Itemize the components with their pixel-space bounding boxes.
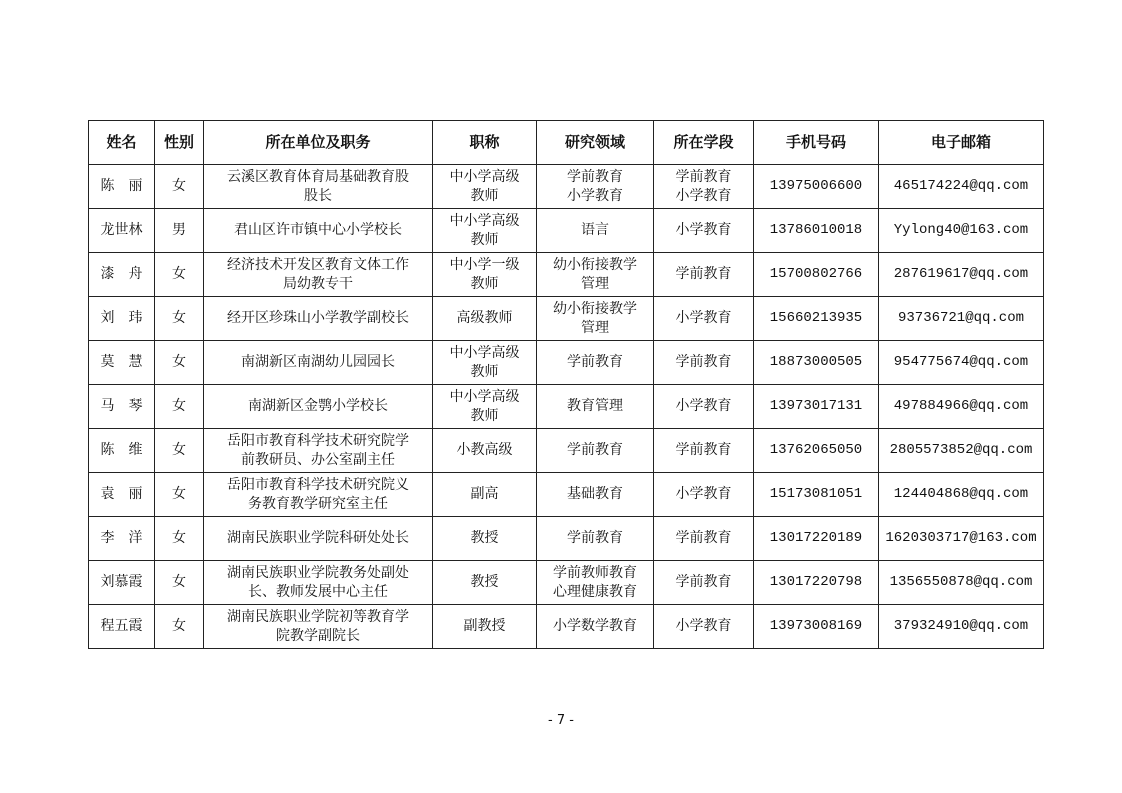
unit-position-cell-line: 务教育教学研究室主任 bbox=[248, 495, 388, 512]
professional-title-cell-line: 中小学一级 bbox=[449, 256, 520, 273]
professional-title-cell bbox=[433, 165, 537, 209]
name-cell: 马 琴 bbox=[89, 385, 155, 429]
school-stage-cell-line: 学前教育 bbox=[675, 442, 732, 458]
professional-title-cell bbox=[433, 297, 537, 341]
gender-cell: 女 bbox=[155, 165, 204, 209]
professional-title-cell-line: 副高 bbox=[470, 486, 499, 502]
table-row bbox=[89, 341, 1044, 385]
research-field-cell bbox=[537, 209, 654, 253]
professional-title-cell-line: 中小学高级 bbox=[449, 388, 520, 405]
unit-position-cell-line: 经开区珍珠山小学教学副校长 bbox=[227, 310, 409, 326]
phone-cell: 13973017131 bbox=[754, 385, 879, 429]
professional-title-cell bbox=[433, 517, 537, 561]
email-cell: 2805573852@qq.com bbox=[879, 429, 1044, 473]
unit-position-cell bbox=[204, 473, 433, 517]
research-field-cell bbox=[537, 341, 654, 385]
school-stage-cell bbox=[654, 253, 754, 297]
research-field-cell-line: 学前教育 bbox=[567, 168, 623, 185]
phone-cell: 15700802766 bbox=[754, 253, 879, 297]
research-field-cell-line: 幼小衔接教学 bbox=[553, 256, 637, 273]
unit-position-cell-line: 岳阳市教育科学技术研究院义 bbox=[227, 476, 409, 493]
school-stage-cell-line: 小学教育 bbox=[675, 486, 732, 502]
professional-title-cell bbox=[433, 429, 537, 473]
school-stage-cell-line: 学前教育 bbox=[675, 530, 732, 546]
phone-cell: 13017220798 bbox=[754, 561, 879, 605]
professional-title-cell-line: 教师 bbox=[470, 407, 499, 424]
research-field-cell bbox=[537, 385, 654, 429]
school-stage-cell-line: 学前教育 bbox=[675, 354, 732, 370]
unit-position-cell bbox=[204, 385, 433, 429]
email-cell: 1356550878@qq.com bbox=[879, 561, 1044, 605]
unit-position-cell-line: 院教学副院长 bbox=[276, 627, 360, 644]
research-field-cell bbox=[537, 297, 654, 341]
unit-position-cell-line: 南湖新区金鹗小学校长 bbox=[248, 398, 388, 414]
research-field-cell bbox=[537, 429, 654, 473]
unit-position-cell-line: 南湖新区南湖幼儿园园长 bbox=[241, 354, 395, 370]
school-stage-cell bbox=[654, 561, 754, 605]
research-field-cell-line: 小学数学教育 bbox=[553, 618, 637, 634]
unit-position-cell-line: 湖南民族职业学院初等教育学 bbox=[227, 608, 409, 625]
name-cell: 龙世林 bbox=[89, 209, 155, 253]
email-cell: 287619617@qq.com bbox=[879, 253, 1044, 297]
research-field-cell-line: 学前教育 bbox=[567, 530, 623, 546]
phone-cell: 13762065050 bbox=[754, 429, 879, 473]
school-stage-cell-line: 学前教育 bbox=[675, 266, 732, 282]
unit-position-cell bbox=[204, 429, 433, 473]
unit-position-cell bbox=[204, 605, 433, 649]
header-email: 电子邮箱 bbox=[879, 121, 1044, 165]
unit-position-cell-line: 湖南民族职业学院科研处处长 bbox=[227, 530, 409, 546]
table-row bbox=[89, 209, 1044, 253]
research-field-cell bbox=[537, 165, 654, 209]
research-field-cell-line: 小学教育 bbox=[567, 187, 623, 204]
unit-position-cell-line: 湖南民族职业学院教务处副处 bbox=[227, 564, 409, 581]
unit-position-cell bbox=[204, 209, 433, 253]
unit-position-cell bbox=[204, 297, 433, 341]
school-stage-cell bbox=[654, 341, 754, 385]
professional-title-cell-line: 教师 bbox=[470, 363, 499, 380]
header-school-stage: 所在学段 bbox=[654, 121, 754, 165]
research-field-cell-line: 基础教育 bbox=[567, 486, 623, 502]
professional-title-cell-line: 中小学高级 bbox=[449, 212, 520, 229]
school-stage-cell bbox=[654, 385, 754, 429]
school-stage-cell-line: 小学教育 bbox=[675, 398, 732, 414]
school-stage-cell bbox=[654, 605, 754, 649]
school-stage-cell bbox=[654, 473, 754, 517]
header-research-field: 研究领域 bbox=[537, 121, 654, 165]
gender-cell: 女 bbox=[155, 473, 204, 517]
school-stage-cell-line: 学前教育 bbox=[675, 168, 732, 185]
research-field-cell-line: 管理 bbox=[581, 319, 609, 336]
name-cell: 程五霞 bbox=[89, 605, 155, 649]
research-field-cell-line: 学前教育 bbox=[567, 442, 623, 458]
professional-title-cell bbox=[433, 473, 537, 517]
name-cell: 陈 维 bbox=[89, 429, 155, 473]
page-number: - 7 - bbox=[548, 713, 574, 728]
research-field-cell-line: 心理健康教育 bbox=[553, 583, 637, 600]
unit-position-cell bbox=[204, 517, 433, 561]
table-row bbox=[89, 297, 1044, 341]
school-stage-cell bbox=[654, 517, 754, 561]
table-row bbox=[89, 517, 1044, 561]
name-cell: 袁 丽 bbox=[89, 473, 155, 517]
table-row bbox=[89, 473, 1044, 517]
gender-cell: 女 bbox=[155, 429, 204, 473]
research-field-cell bbox=[537, 517, 654, 561]
table-body bbox=[89, 165, 1044, 649]
gender-cell: 女 bbox=[155, 341, 204, 385]
research-field-cell-line: 学前教育 bbox=[567, 354, 623, 370]
professional-title-cell-line: 副教授 bbox=[463, 618, 506, 634]
school-stage-cell-line: 小学教育 bbox=[675, 310, 732, 326]
unit-position-cell-line: 君山区许市镇中心小学校长 bbox=[234, 222, 402, 238]
research-field-cell bbox=[537, 253, 654, 297]
research-field-cell-line: 教育管理 bbox=[567, 398, 623, 414]
professional-title-cell bbox=[433, 253, 537, 297]
school-stage-cell bbox=[654, 297, 754, 341]
gender-cell: 女 bbox=[155, 253, 204, 297]
unit-position-cell-line: 前教研员、办公室副主任 bbox=[241, 451, 395, 468]
unit-position-cell bbox=[204, 253, 433, 297]
unit-position-cell bbox=[204, 165, 433, 209]
table-row bbox=[89, 385, 1044, 429]
phone-cell: 13973008169 bbox=[754, 605, 879, 649]
gender-cell: 女 bbox=[155, 517, 204, 561]
email-cell: 954775674@qq.com bbox=[879, 341, 1044, 385]
table-row bbox=[89, 605, 1044, 649]
professional-title-cell bbox=[433, 385, 537, 429]
name-cell: 陈 丽 bbox=[89, 165, 155, 209]
professional-title-cell-line: 教授 bbox=[470, 530, 499, 546]
research-field-cell-line: 语言 bbox=[581, 222, 609, 238]
table-row bbox=[89, 429, 1044, 473]
school-stage-cell bbox=[654, 429, 754, 473]
unit-position-cell-line: 云溪区教育体育局基础教育股 bbox=[227, 168, 409, 185]
unit-position-cell-line: 经济技术开发区教育文体工作 bbox=[227, 256, 409, 273]
name-cell: 刘 玮 bbox=[89, 297, 155, 341]
gender-cell: 女 bbox=[155, 561, 204, 605]
table-row bbox=[89, 165, 1044, 209]
school-stage-cell-line: 小学教育 bbox=[675, 187, 732, 204]
phone-cell: 18873000505 bbox=[754, 341, 879, 385]
school-stage-cell-line: 小学教育 bbox=[675, 222, 732, 238]
email-cell: 465174224@qq.com bbox=[879, 165, 1044, 209]
header-gender: 性别 bbox=[155, 121, 204, 165]
professional-title-cell-line: 教师 bbox=[470, 275, 499, 292]
unit-position-cell-line: 岳阳市教育科学技术研究院学 bbox=[227, 432, 409, 449]
school-stage-cell-line: 小学教育 bbox=[675, 618, 732, 634]
unit-position-cell-line: 局幼教专干 bbox=[283, 275, 353, 292]
name-cell: 李 洋 bbox=[89, 517, 155, 561]
school-stage-cell bbox=[654, 209, 754, 253]
email-cell: Yylong40@163.com bbox=[879, 209, 1044, 253]
research-field-cell bbox=[537, 561, 654, 605]
professional-title-cell bbox=[433, 605, 537, 649]
professional-title-cell bbox=[433, 209, 537, 253]
name-cell: 刘慕霞 bbox=[89, 561, 155, 605]
header-professional-title: 职称 bbox=[433, 121, 537, 165]
professional-title-cell-line: 教师 bbox=[470, 231, 499, 248]
unit-position-cell bbox=[204, 341, 433, 385]
professional-title-cell bbox=[433, 561, 537, 605]
phone-cell: 13975006600 bbox=[754, 165, 879, 209]
phone-cell: 13786010018 bbox=[754, 209, 879, 253]
research-field-cell-line: 幼小衔接教学 bbox=[553, 300, 637, 317]
unit-position-cell bbox=[204, 561, 433, 605]
professional-title-cell-line: 教授 bbox=[470, 574, 499, 590]
gender-cell: 女 bbox=[155, 385, 204, 429]
email-cell: 1620303717@163.com bbox=[879, 517, 1044, 561]
name-cell: 莫 慧 bbox=[89, 341, 155, 385]
header-phone: 手机号码 bbox=[754, 121, 879, 165]
phone-cell: 15173081051 bbox=[754, 473, 879, 517]
professional-title-cell-line: 中小学高级 bbox=[449, 168, 520, 185]
name-cell: 漆 舟 bbox=[89, 253, 155, 297]
professional-title-cell bbox=[433, 341, 537, 385]
expert-contact-table bbox=[88, 120, 1044, 649]
gender-cell: 女 bbox=[155, 605, 204, 649]
email-cell: 497884966@qq.com bbox=[879, 385, 1044, 429]
header-name: 姓名 bbox=[89, 121, 155, 165]
unit-position-cell-line: 长、教师发展中心主任 bbox=[248, 583, 388, 600]
professional-title-cell-line: 中小学高级 bbox=[449, 344, 520, 361]
unit-position-cell-line: 股长 bbox=[304, 187, 332, 204]
table-row bbox=[89, 253, 1044, 297]
email-cell: 93736721@qq.com bbox=[879, 297, 1044, 341]
research-field-cell-line: 管理 bbox=[581, 275, 609, 292]
phone-cell: 13017220189 bbox=[754, 517, 879, 561]
professional-title-cell-line: 小教高级 bbox=[456, 442, 513, 458]
table-header-row bbox=[89, 121, 1044, 165]
gender-cell: 男 bbox=[155, 209, 204, 253]
research-field-cell bbox=[537, 473, 654, 517]
school-stage-cell bbox=[654, 165, 754, 209]
research-field-cell bbox=[537, 605, 654, 649]
research-field-cell-line: 学前教师教育 bbox=[553, 564, 637, 581]
gender-cell: 女 bbox=[155, 297, 204, 341]
table-row bbox=[89, 561, 1044, 605]
phone-cell: 15660213935 bbox=[754, 297, 879, 341]
email-cell: 124404868@qq.com bbox=[879, 473, 1044, 517]
school-stage-cell-line: 学前教育 bbox=[675, 574, 732, 590]
professional-title-cell-line: 教师 bbox=[470, 187, 499, 204]
email-cell: 379324910@qq.com bbox=[879, 605, 1044, 649]
header-unit-position: 所在单位及职务 bbox=[204, 121, 433, 165]
professional-title-cell-line: 高级教师 bbox=[456, 310, 513, 326]
